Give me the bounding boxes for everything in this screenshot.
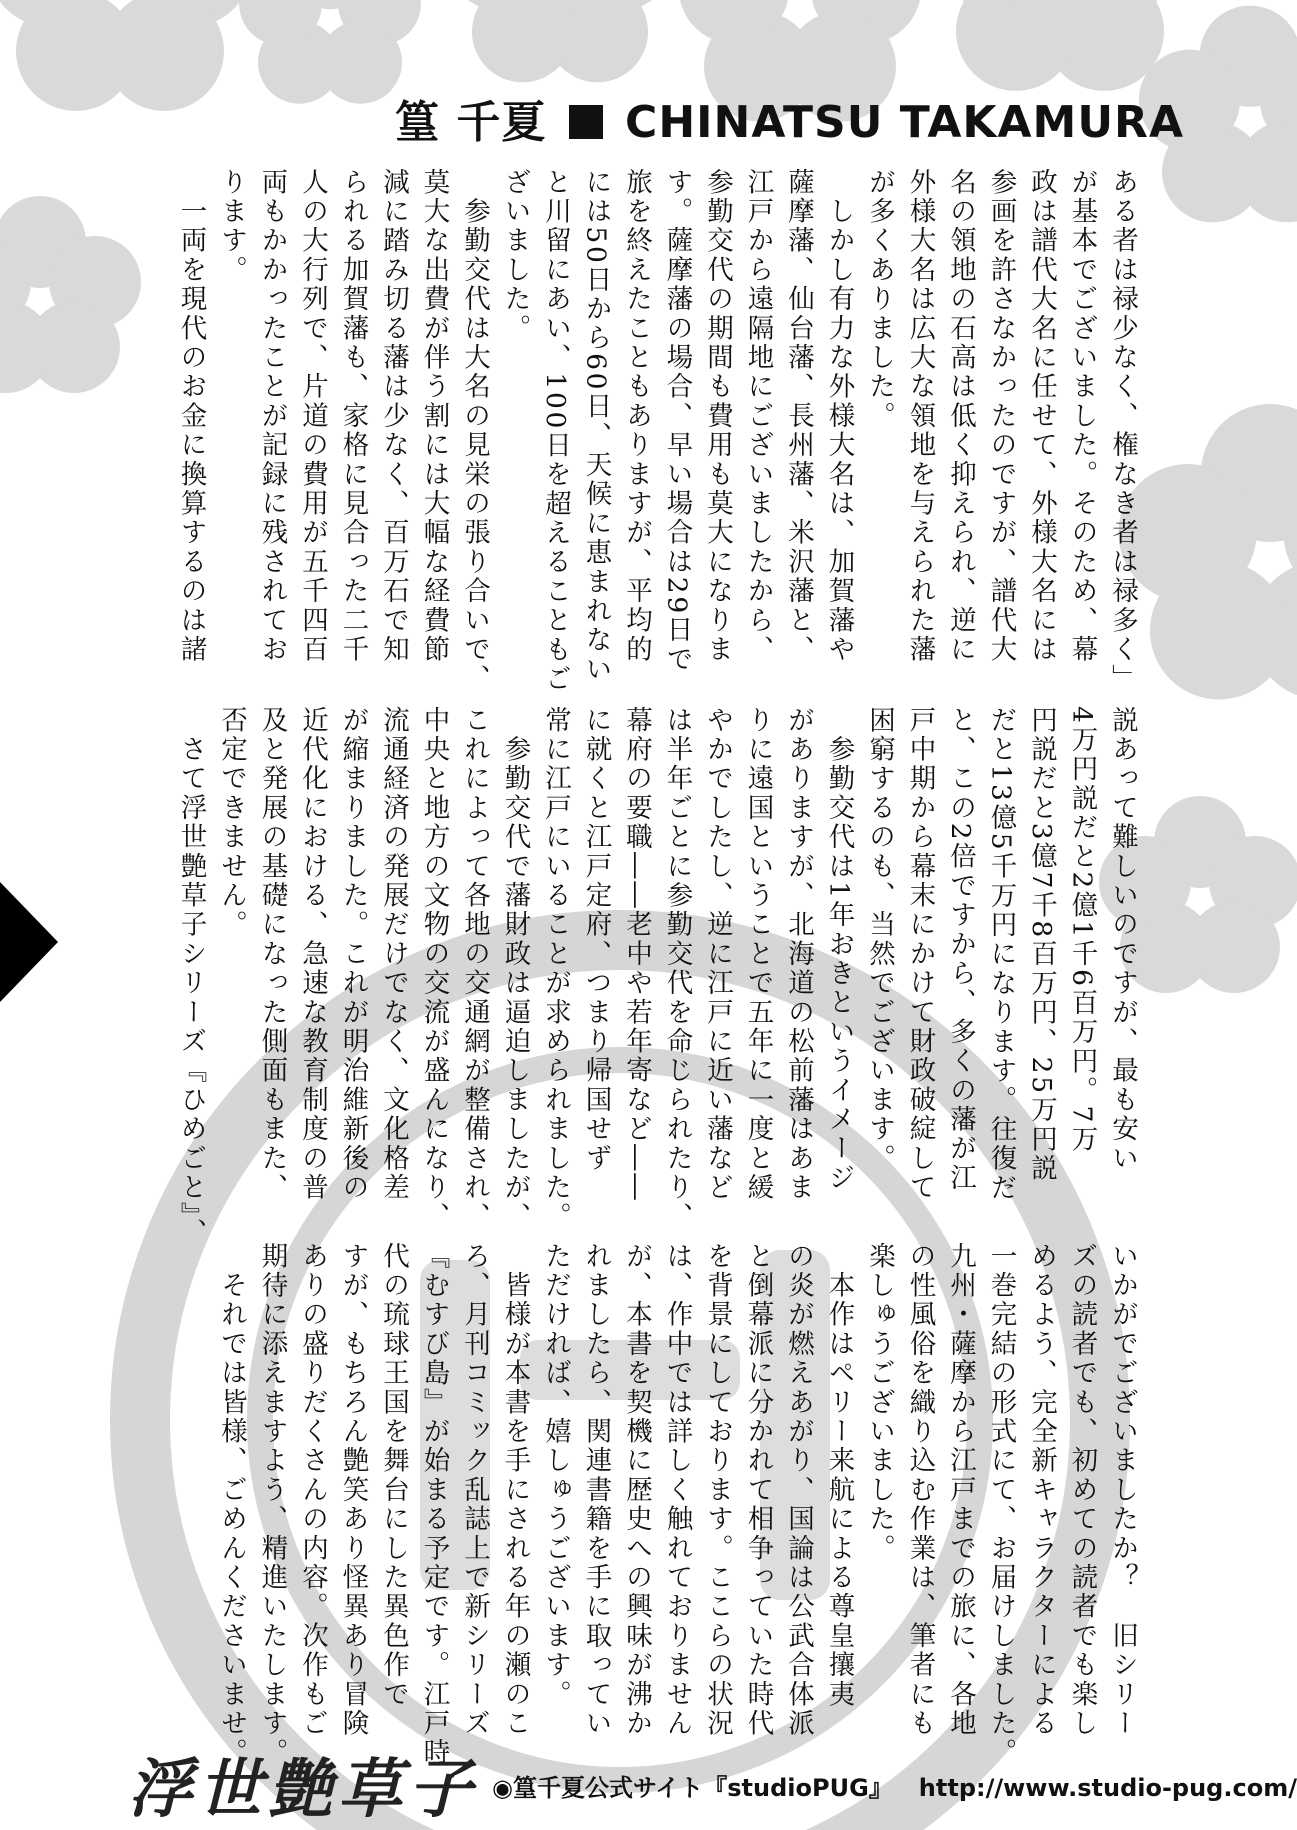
essay-block-bottom: いかがでございましたか？ 旧シリー ズの読者でも、初めての読者でも楽し めるよう、完全新キャラクターによる 一巻完結の形式にて、お届けしました。 九州・薩摩から江戸までの旅に、各地 の性風俗を織り込む作業は、筆者にも 楽しゅうございました。 本作はペリー来航による尊皇攘夷 の炎が燃えあがり、国論は公武合体派 と倒幕派に分かれて相争っていた時代 を背景にしております。ここらの状況 は、作中では詳しく触れておりません が、本書を契機に歴史への興味が沸か れましたら、関連書籍を手に取ってい ただければ、嬉しゅうございます。 皆様が本書を手にされる年の瀬のこ ろ、月刊コミック乱誌上で新シリーズ 『むすび島』が始まる予定です。江戸時 代の琉球王国を舞台にした異色作で すが、もちろん艶笑あり怪異あり冒険 ありの盛りだくさんの内容。次作もご 期待に添えますよう、精進いたします。 それでは皆様、ごめんくださいませ。 <box>216 1242 1138 1768</box>
site-url-link[interactable]: http://www.studio-pug.com/ <box>918 1774 1297 1802</box>
footer-site-info <box>492 1768 1297 1803</box>
series-logo: 浮世艶草子 <box>128 1752 478 1827</box>
site-label: ◉篁千夏公式サイト『studioPUG』 <box>492 1774 893 1802</box>
author-name-japanese: 篁 千夏 <box>395 97 547 148</box>
author-heading <box>395 86 1184 150</box>
essay-block-middle: 説あって難しいのですが、最も安い 4万円説だと2億1千6百万円。7万 円説だと3億7千8百万円、25万円説 だと13億5千万円になります。往復だ と、この2倍ですから、多くの藩が江 戸中期から幕末にかけて財政破綻して 困窮するのも、当然でございます。 参勤交代は1年おきというイメージ がありますが、北海道の松前藩はあま りに遠国ということで五年に一度と緩 やかでしたし、逆に江戸に近い藩など は半年ごとに参勤交代を命じられたり、 幕府の要職――老中や若年寄など―― に就くと江戸定府、つまり帰国せず 常に江戸にいることが求められました。 参勤交代で藩財政は逼迫しましたが、 これによって各地の交通網が整備され、 中央と地方の文物の交流が盛んになり、 流通経済の発展だけでなく、文化格差 が縮まりました。これが明治維新後の 近代化における、急速な教育制度の普 及と発展の基礎になった側面もまた、 否定できません。 さて浮世艶草子シリーズ『ひめごと』、 <box>175 706 1138 1248</box>
essay-block-top: ある者は禄少なく、権なき者は禄多く」 が基本でございました。そのため、幕 政は譜代大名に任せて、外様大名には 参画を許さなかったのですが、譜代大 名の領地の石高は低く抑えられ、逆に 外様大名は広大な領地を与えられた藩 が多くありました。 しかし有力な外様大名は、加賀藩や 薩摩藩、仙台藩、長州藩、米沢藩と、 江戸から遠隔地にございましたから、 参勤交代の期間も費用も莫大になりま す。薩摩藩の場合、早い場合は29日で 旅を終えたこともありますが、平均的 には50日から60日、天候に恵まれない と川留にあい、100日を超えることもご ざいました。 参勤交代は大名の見栄の張り合いで、 莫大な出費が伴う割には大幅な経費節 減に踏み切る藩は少なく、百万石で知 られる加賀藩も、家格に見合った二千 人の大行列で、片道の費用が五千四百 両もかかったことが記録に残されてお ります。 一両を現代のお金に換算するのは諸 <box>175 168 1138 694</box>
author-name-english: CHINATSU TAKAMURA <box>625 97 1184 148</box>
black-square-icon <box>569 105 603 139</box>
page-turn-arrow-icon <box>0 882 60 1002</box>
